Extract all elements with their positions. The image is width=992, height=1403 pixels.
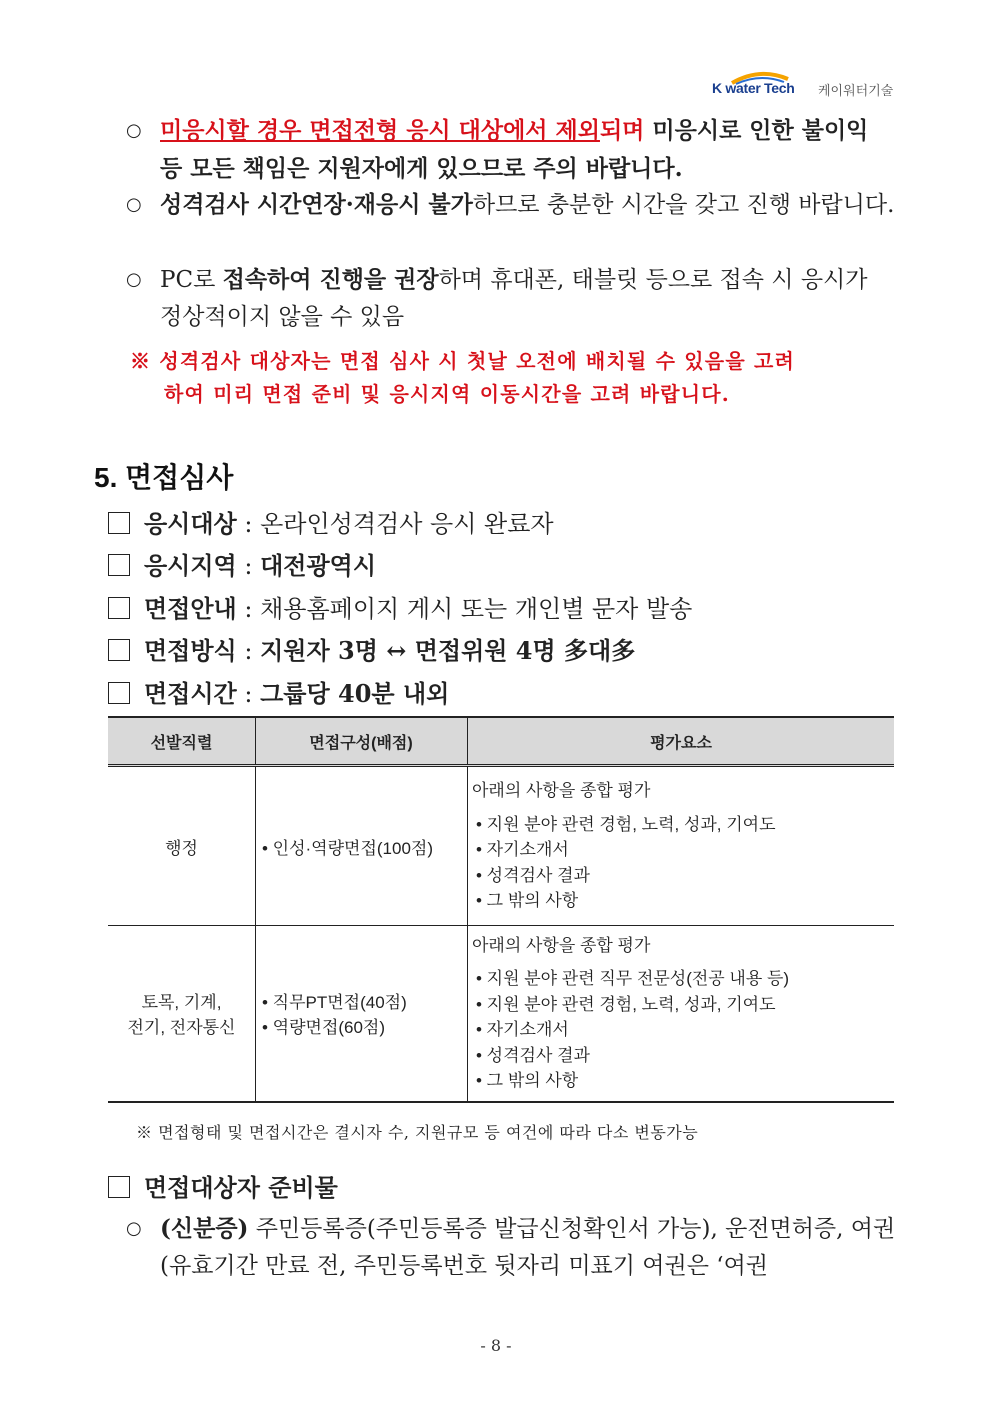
warning-responsibility: 미응시로 인한 불이익 등 모든 책임은 지원자에게 있으므로 주의 바랍니다. [160, 117, 869, 182]
bullet-mark: ○ [126, 269, 142, 290]
id-label: (신분증) [160, 1215, 249, 1242]
logo-wave-icon [730, 71, 790, 85]
eval-point: • 지원 분야 관련 경험, 노력, 성과, 기여도 [476, 814, 776, 834]
eval-point: • 자기소개서 [476, 840, 569, 860]
table-header-row [108, 717, 894, 766]
warning-exclusion: 미응시할 경우 면접전형 응시 대상에서 제외 [160, 117, 600, 144]
checkbox-icon [108, 682, 130, 704]
id-text: 주민등록증(주민등록증 발급신청확인서 가능), 운전면허증, 여권(유효기간 만료 전, 주민등록번호 뒷자리 미표기 여권은 ‘여권 [160, 1216, 896, 1279]
job-name: 토목, 기계, [141, 993, 222, 1013]
eval-head: 아래의 사항을 종합 평가 [472, 935, 651, 955]
item-region: 응시지역 : 대전광역시 [108, 546, 376, 581]
bullet-pc-recommended: ○ PC로 접속하여 진행을 권장하며 휴대폰, 태블릿 등으로 접속 시 응시가 정상적이지 않을 수 있음 [126, 261, 896, 336]
checkbox-icon [108, 639, 130, 661]
composition-item: • 직무PT면접(40점) [262, 993, 407, 1013]
bullet-id-card [126, 1210, 896, 1285]
prep-title: 면접대상자 준비물 [108, 1168, 338, 1203]
notice-mark: ※ [130, 349, 152, 373]
logo-text: K water Tech [712, 80, 795, 96]
notice-line1: 성격검사 대상자는 면접 심사 시 첫날 오전에 배치될 수 있음을 고려 [159, 349, 796, 373]
checkbox-icon [108, 597, 130, 619]
item-time: 면접시간 : 그룹당 40분 내외 [108, 674, 449, 709]
eval-point: • 성격검사 결과 [476, 865, 590, 885]
interview-table [108, 716, 894, 1103]
eval-head: 아래의 사항을 종합 평가 [472, 781, 651, 801]
no-retake-text: 성격검사 시간연장·재응시 불가 [160, 191, 473, 218]
warning-exclusion-suffix: 되며 [599, 117, 645, 144]
composition-item: • 인성·역량면접(100점) [262, 838, 433, 858]
bullet-no-extension [126, 186, 896, 224]
take-time-text: 하므로 충분한 시간을 갖고 진행 바랍니다. [472, 192, 895, 218]
table-note: ※ 면접형태 및 면접시간은 결시자 수, 지원규모 등 여건에 따라 다소 변동가능 [136, 1123, 699, 1142]
company-logo [712, 80, 795, 96]
eval-point: • 지원 분야 관련 경험, 노력, 성과, 기여도 [476, 994, 776, 1014]
checkbox-icon [108, 512, 130, 534]
eval-point: • 자기소개서 [476, 1020, 569, 1040]
header-composition: 면접구성(배점) [256, 717, 468, 766]
header-evaluation: 평가요소 [468, 717, 895, 766]
eval-point: • 그 밖의 사항 [476, 891, 579, 911]
bullet-mark: ○ [126, 194, 142, 215]
table-row [108, 766, 894, 926]
company-name: 케이워터기술 [818, 83, 894, 98]
header-job: 선발직렬 [108, 717, 256, 766]
bullet-absence-warning [126, 112, 896, 188]
notice-line2: 하여 미리 면접 준비 및 응시지역 이동시간을 고려 바랍니다. [164, 382, 730, 406]
pc-recommend-text: 접속하여 진행을 권장 [222, 266, 439, 293]
eval-point: • 지원 분야 관련 직무 전문성(전공 내용 등) [476, 969, 790, 989]
section-title: 5. 면접심사 [94, 462, 234, 493]
item-target: 응시대상 : 온라인성격검사 응시 완료자 [108, 504, 554, 539]
bullet-mark: ○ [126, 120, 142, 141]
table-row [108, 926, 894, 1102]
job-name: 행정 [165, 838, 198, 858]
checkbox-icon [108, 1176, 130, 1198]
composition-item: • 역량면접(60점) [262, 1018, 386, 1038]
bullet-mark: ○ [126, 1218, 142, 1239]
checkbox-icon [108, 554, 130, 576]
page-number: - 8 - [480, 1336, 512, 1355]
item-method: 면접방식 : 지원자 3명 ↔ 면접위원 4명 多대多 [108, 631, 635, 666]
eval-point: • 그 밖의 사항 [476, 1071, 579, 1091]
job-name: 전기, 전자통신 [127, 1018, 236, 1038]
notice-block [130, 345, 898, 411]
eval-point: • 성격검사 결과 [476, 1045, 590, 1065]
item-notice: 면접안내 : 채용홈페이지 게시 또는 개인별 문자 발송 [108, 589, 692, 624]
